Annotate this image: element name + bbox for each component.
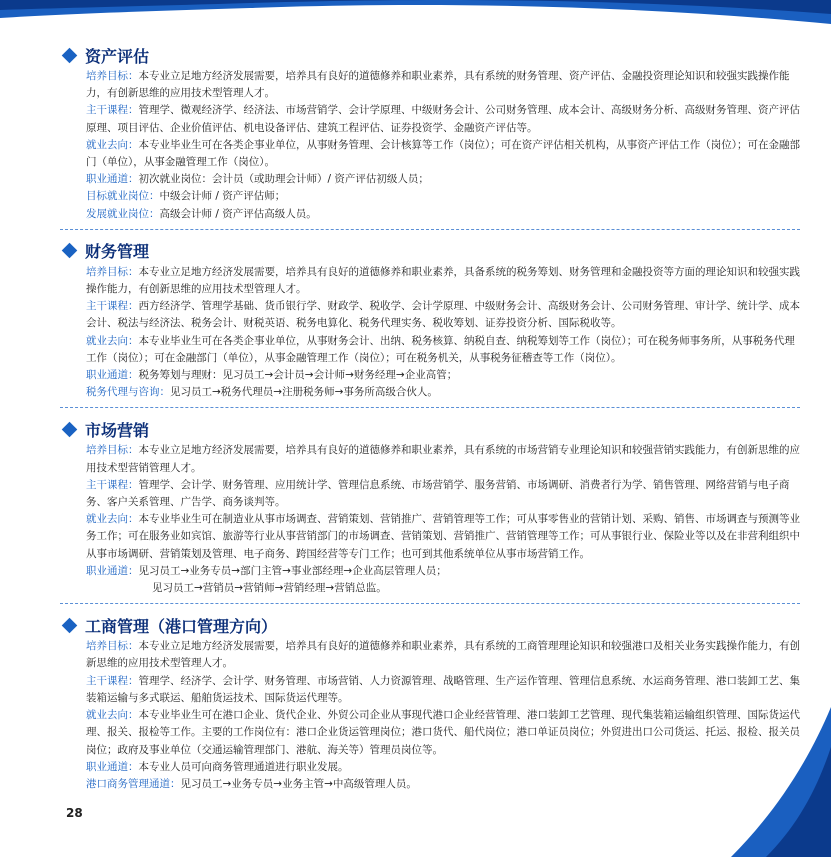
core-courses: 主干课程：西方经济学、管理学基础、货币银行学、财政学、税收学、会计学原理、中级财务会计、高级财务会计、公司财务管理、审计学、统计学、成本会计、税法与经济法、税务会计、财税英语、税务电算化、税务代理实务、税收筹划、证券投资分析、国际税收等。 <box>86 300 800 330</box>
dashed-divider <box>60 407 800 408</box>
diamond-bullet-icon <box>62 47 78 63</box>
section-business-admin-port <box>60 612 800 793</box>
training-objective: 培养目标：本专业立足地方经济发展需要，培养具有良好的道德修养和职业素养，具有系统的财务管理、资产评估、金融投资理论知识和较强实践操作能力，有创新思维的应用技术型管理人才。 <box>86 70 790 100</box>
target-position: 目标就业岗位：中级会计师 / 资产评估师； <box>86 190 286 203</box>
employment-direction: 就业去向：本专业毕业生可在制造业从事市场调查、营销策划、营销推广、营销管理等工作；可从事零售业的营销计划、采购、销售、市场调查与预测等业务工作；可在服务业如宾馆、旅游等行业从事营销部门的市场调查、营销策划、营销推广、营销管理等工作；可从事银行业、保险业等以及在非营利组织中从事市场调研、营销策划及管理、电子商务、跨国经营等专门工作；也可到其他系统单位从事市场营销工作。 <box>86 513 800 560</box>
section-title <box>60 42 800 68</box>
section-title-text: 市场营销 <box>85 420 150 440</box>
dashed-divider <box>60 229 800 230</box>
section-financial-management <box>60 238 800 402</box>
tax-agency-path: 税务代理与咨询：见习员工→税务代理员→注册税务师→事务所高级合伙人。 <box>86 386 438 399</box>
core-courses: 主干课程：管理学、微观经济学、经济法、市场营销学、会计学原理、中级财务会计、公司财务管理、成本会计、高级财务分析、高级财务管理、资产评估原理、项目评估、企业价值评估、机电设备评估、建筑工程评估、证券投资学、金融资产评估等。 <box>86 104 800 134</box>
core-courses: 主干课程：管理学、会计学、财务管理、应用统计学、管理信息系统、市场营销学、服务营销、市场调研、消费者行为学、销售管理、网络营销与电子商务、客户关系管理、广告学、商务谈判等。 <box>86 478 790 509</box>
training-objective: 培养目标：本专业立足地方经济发展需要，培养具有良好的道德修养和职业素养，具备系统的税务筹划、财务管理和金融投资等方面的理论知识和较强实践操作能力，有创新思维的应用技术型管理人才。 <box>86 265 800 296</box>
career-path: 职业通道：税务筹划与理财：见习员工→会计员→会计师→财务经理→企业高管； <box>86 369 458 382</box>
employment-direction: 就业去向：本专业毕业生可在港口企业、货代企业、外贸公司企业从事现代港口企业经营管理、港口装卸工艺管理、现代集装箱运输组织管理、国际货运代理、报关、报检等工作。主要的工作岗位有：港口企业货运管理岗位；港口货代、船代岗位；港口单证员岗位；外贸进出口公司货运、托运、报检、报关员岗位；政府及事业单位（交通运输管理部门、港航、海关等）管理员岗位等。 <box>86 709 800 756</box>
section-title <box>60 612 800 638</box>
section-title <box>60 238 800 264</box>
career-path: 职业通道：初次就业岗位：会计员（或助理会计师）/ 资产评估初级人员； <box>86 173 429 186</box>
diamond-bullet-icon <box>62 243 78 259</box>
dashed-divider <box>60 603 800 604</box>
section-title-text: 工商管理（港口管理方向） <box>85 616 278 636</box>
section-title-text: 资产评估 <box>85 46 150 66</box>
training-objective: 培养目标：本专业立足地方经济发展需要，培养具有良好的道德修养和职业素养，具有系统的市场营销专业理论知识和较强营销实践能力，有创新思维的应用技术型营销管理人才。 <box>86 444 800 474</box>
diamond-bullet-icon <box>62 422 78 438</box>
employment-direction: 就业去向：本专业毕业生可在各类企事业单位，从事财务会计、出纳、税务核算、纳税自查、纳税筹划等工作（岗位）；可在税务师事务所，从事税务代理工作（岗位）；可在金融部门（单位），从事金融管理工作（岗位）；可在税务机关，从事税务征稽查等工作（岗位）。 <box>86 334 795 364</box>
career-path: 职业通道：见习员工→业务专员→部门主管→事业部经理→企业高层管理人员； <box>86 564 447 577</box>
employment-direction: 就业去向：本专业毕业生可在各类企事业单位，从事财务管理、会计核算等工作（岗位）；可在资产评估相关机构，从事资产评估工作（岗位）；可在金融部门（单位），从事金融管理工作（岗位）。 <box>86 138 800 169</box>
career-path-sales: 见习员工→营销员→营销师→营销经理→营销总监。 <box>152 582 387 595</box>
section-asset-appraisal <box>60 42 800 223</box>
development-position: 发展就业岗位：高级会计师 / 资产评估高级人员。 <box>86 207 317 220</box>
career-path: 职业通道：本专业人员可向商务管理通道进行职业发展。 <box>86 760 349 773</box>
core-courses: 主干课程：管理学、经济学、会计学、财务管理、市场营销、人力资源管理、战略管理、生产运作管理、管理信息系统、水运商务管理、港口装卸工艺、集装箱运输与多式联运、船舶货运技术、国际货运代理等。 <box>86 674 800 704</box>
header-swoosh-decoration <box>0 0 831 40</box>
section-marketing <box>60 416 800 597</box>
port-business-path: 港口商务管理通道：见习员工→业务专员→业务主管→中高级管理人员。 <box>86 777 417 790</box>
training-objective: 培养目标：本专业立足地方经济发展需要，培养具有良好的道德修养和职业素养，具有系统的工商管理理论知识和较强港口及相关业务实践操作能力，有创新思维的应用技术型管理人才。 <box>86 640 800 670</box>
section-title-text: 财务管理 <box>85 242 150 262</box>
diamond-bullet-icon <box>62 618 78 634</box>
main-content <box>60 38 800 799</box>
page-number: 28 <box>66 806 83 820</box>
section-title <box>60 416 800 442</box>
